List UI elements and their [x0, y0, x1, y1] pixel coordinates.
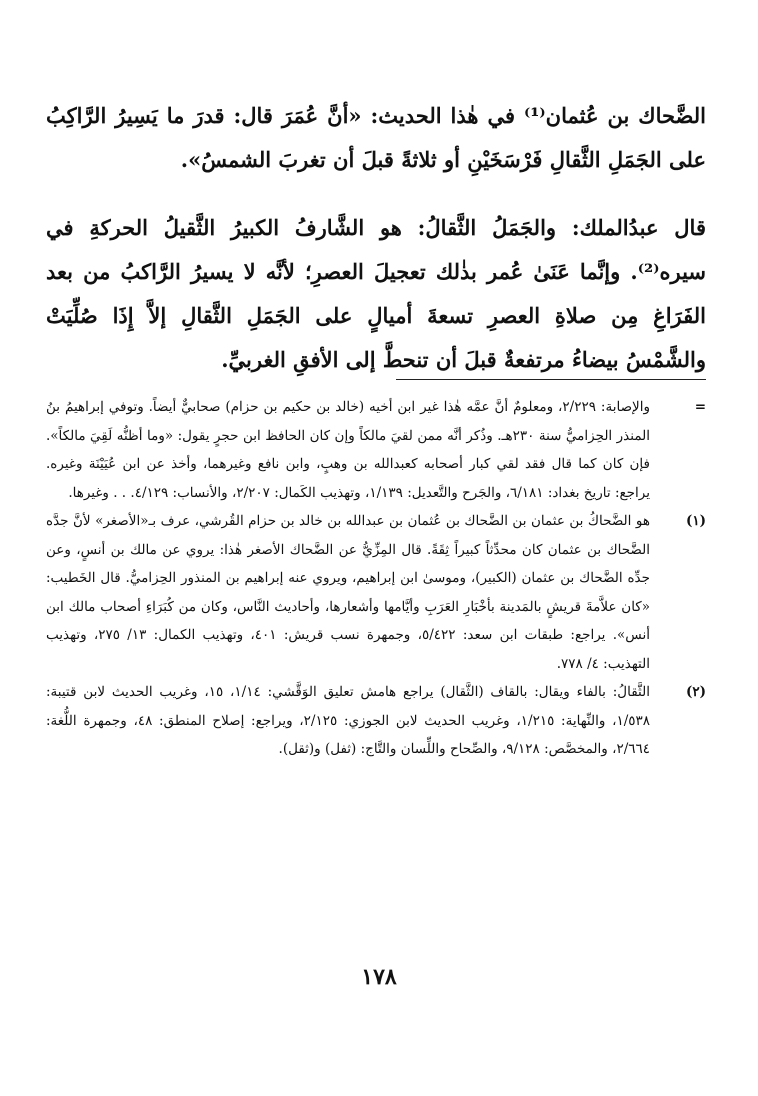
footnote-marker: = — [694, 399, 706, 415]
footnote-marker: (٢) — [685, 684, 706, 700]
main-paragraph-1: الضَّحاك بن عُثمان⁽¹⁾ في هٰذا الحديث: «أنَّ عُمَرَ قال: قدرَ ما يَسِيرُ الرَّاكِبُ على الجَمَلِ الثَّقالِ فَرْسَخَيْنِ أو ثلاثةً قبلَ أن تغربَ الشمسُ». — [46, 103, 706, 172]
footnote-text: والإصابة: ٢/٢٢٩، ومعلومٌ أنَّ عمَّه هٰذا غير ابن أخيه (خالد بن حكيم بن حزام) صحابيٌّ أيضاً. وتوفي إبراهيمُ بنُ المنذر الحِزاميُّ سنة ٢٣٠هـ. وذُكر أنَّه ممن لقيَ مالكاً وإن كان الحافظ ابن حجرٍ يقول: «وما أظنُّه لَقِيَ مالكاً». فإن كان كما قال فقد لقي كبار أصحابه كعبدالله بن وهبٍ، وابن نافع وغيرهما، وأخذ عن ابن عُيَيْنَة وغيره. يراجع: تاريخ بغداد: ٦/١٨١، والجَرح والتَّعديل: ١/١٣٩، وتهذيب الكَمال: ٢/٢٠٧، والأنساب: ٤/١٢٩. . . وغيرها. — [46, 399, 650, 501]
footnote-text: هو الضَّحاكُ بن عثمان بن الضَّحاك بن عُثمان بن عبدالله بن خالد بن حزام القُرشي، عرف بـ«الأصغر» لأنَّ جدَّه الضَّحاك بن عثمان كان محدِّثاً كبيراً ثِقَةً. قال المِزِّيُّ عن الضَّحاك الأصغر هٰذا: يروي عن مالك بن أنسٍ، وعن جدِّه الضَّحاك بن عثمان (الكبير)، وموسىٰ ابن إبراهيم، ويروي عنه إبراهيم بن المنذور الحِزاميُّ. قال الخَطيب: «كان علاَّمةَ قريشٍ بالمَدينة بأخْبَارِ العَرَبِ وأيَّامها وأشعارها، وأحاديث النَّاس، وكان من كُبَرَاءِ أصحاب مالك ابن أنس». يراجع: طبقات ابن سعد: ٥/٤٢٢، وجمهرة نسب قريش: ٤٠١، وتهذيب الكمال: ١٣/ ٢٧٥، وتهذيب التهذيب: ٤/ ٧٧٨. — [46, 513, 650, 672]
footnotes — [46, 393, 706, 764]
main-text — [46, 94, 706, 382]
footnote-text: الثَّقالُ: بالفاء ويقال: بالقاف (الثَّقال) يراجع هامش تعليق الوَقَّشي: ١/١٤، ١٥، وغريب الحديث لابن قتيبة: ١/٥٣٨، والنِّهاية: ١/٢١٥، وغريب الحديث لابن الجوزي: ٢/١٢٥، ويراجع: إصلاح المنطق: ٤٨، وجمهرة اللُّغة: ٢/٦٦٤، والمخصَّص: ٩/١٢٨، والصِّحاح واللِّسان والتَّاج: (ثفل) و(ثقل). — [46, 684, 650, 757]
footnote-continuation — [46, 393, 706, 507]
footnote-1 — [46, 507, 706, 678]
footnote-separator — [396, 379, 706, 380]
page-number: ١٧٨ — [361, 964, 397, 990]
main-paragraph-2: قال عبدُالملك: والجَمَلُ الثَّقالُ: هو الشَّارفُ الكبيرُ الثَّقيلُ الحركةِ في سيره⁽²⁾. وإنَّما عَنَىٰ عُمر بذٰلك تعجيلَ العصرِ؛ لأنَّه لا يسيرُ الرَّاكبُ من بعد الفَرَاغِ مِن صلاةِ العصرِ تسعةَ أميالٍ على الجَمَلِ الثَّقالِ إلاَّ إِذَا صُلِّيَتْ والشَّمْسُ بيضاءُ مرتفعةٌ قبلَ أن تنحطَّ إلى الأفقِ الغربيِّ. — [46, 215, 706, 372]
footnote-marker: (١) — [685, 513, 706, 529]
footnote-2 — [46, 678, 706, 764]
